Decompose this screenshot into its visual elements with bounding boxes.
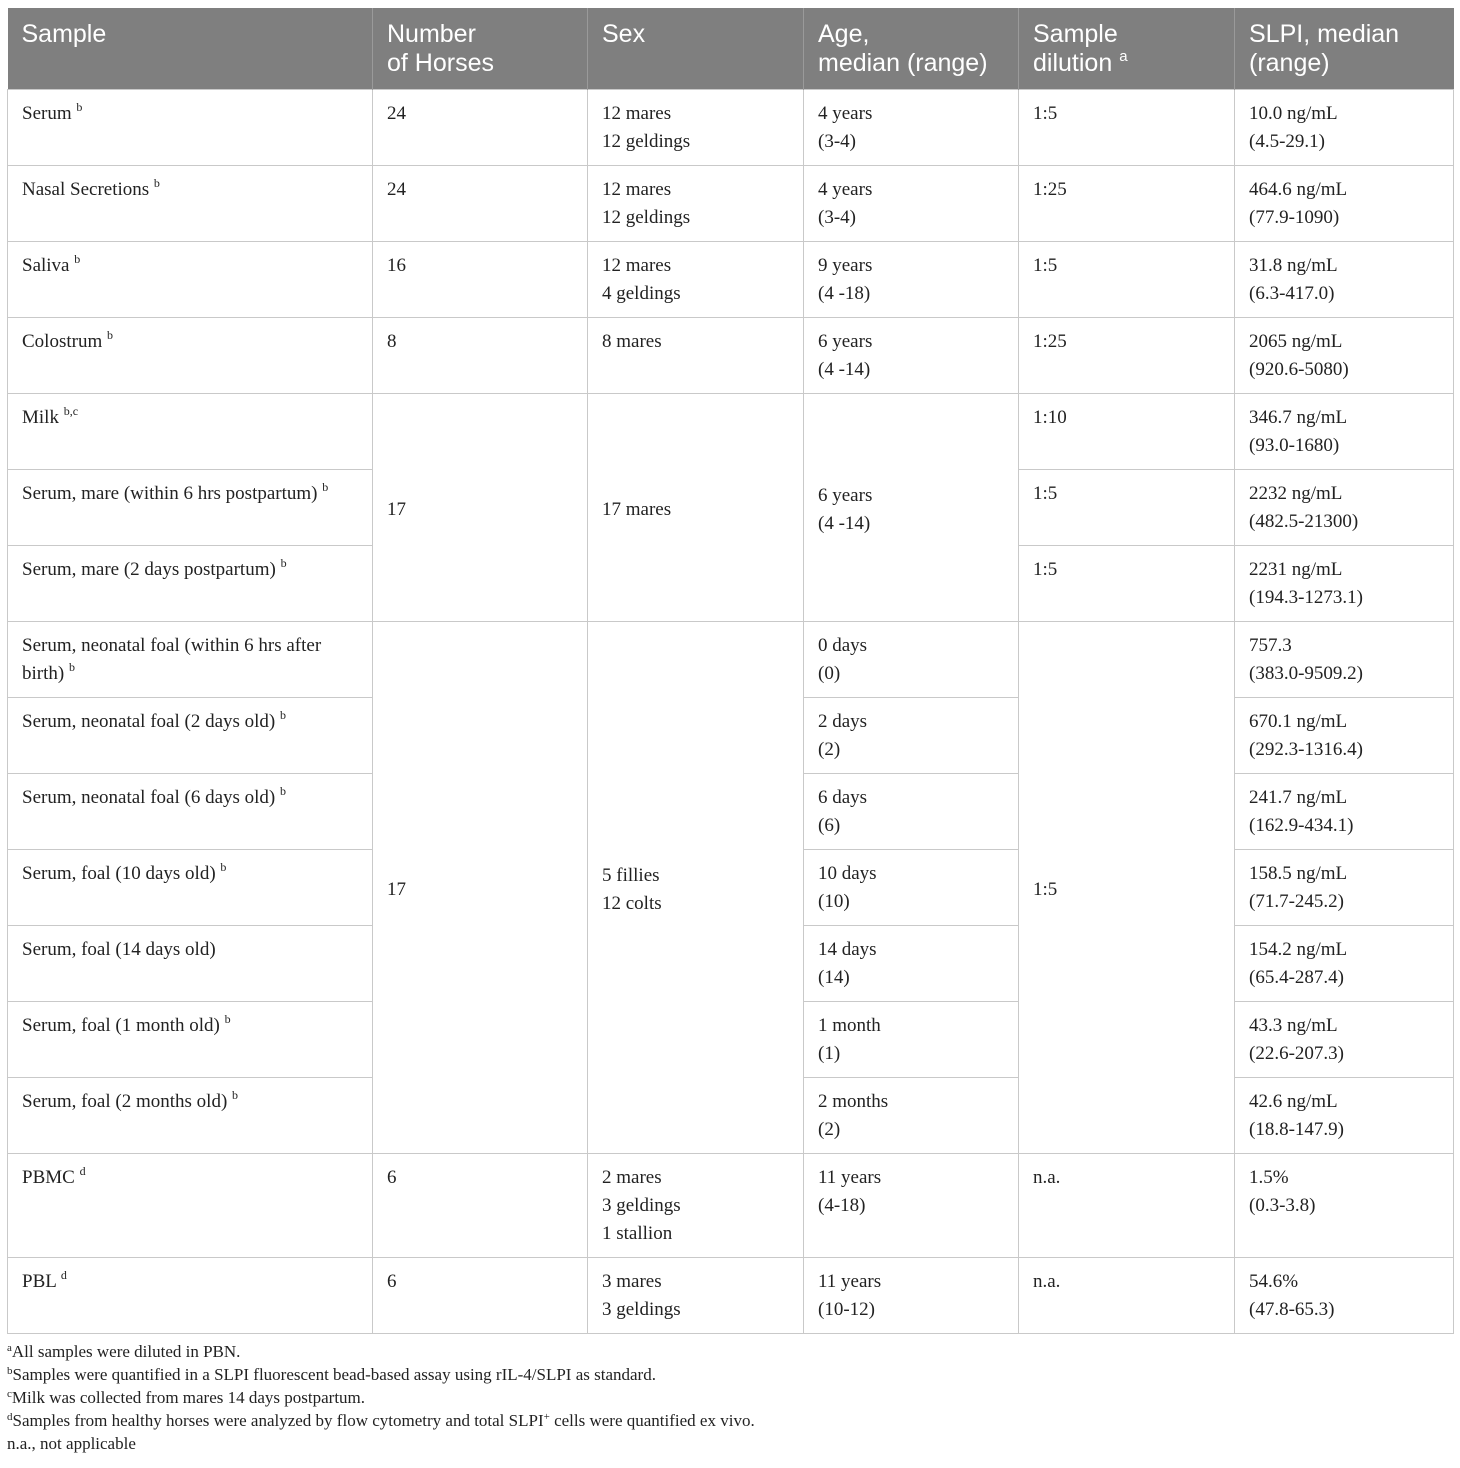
- footnote-marker: b: [220, 860, 227, 874]
- cell-sex-merged: 5 fillies 12 colts: [588, 622, 804, 1154]
- cell-age: 11 years (10-12): [804, 1258, 1019, 1334]
- header-sex: Sex: [588, 8, 804, 90]
- cell-dilution-merged: 1:5: [1019, 622, 1235, 1154]
- cell-sex: 8 mares: [588, 318, 804, 394]
- cell-age: 11 years (4-18): [804, 1154, 1019, 1258]
- footnote-marker: b: [74, 252, 81, 266]
- cell-slpi: 1.5% (0.3-3.8): [1235, 1154, 1454, 1258]
- slpi-table: [7, 8, 1454, 1334]
- cell-age: 14 days (14): [804, 926, 1019, 1002]
- cell-sample: Serum, mare (2 days postpartum) $^b$: [8, 546, 373, 622]
- footnote: n.a., not applicable: [7, 1434, 136, 1453]
- cell-sex: 12 mares 12 geldings: [588, 166, 804, 242]
- cell-dilution: 1:5: [1019, 546, 1235, 622]
- cell-horses: 8: [373, 318, 588, 394]
- footnote: $^a$All samples were diluted in PBN.: [7, 1342, 241, 1361]
- header-sample: Sample: [8, 8, 373, 90]
- cell-sample: Milk $^{b,c}$: [8, 394, 373, 470]
- cell-age: 4 years (3-4): [804, 166, 1019, 242]
- cell-slpi: 464.6 ng/mL (77.9-1090): [1235, 166, 1454, 242]
- table-row: [8, 1154, 1454, 1258]
- cell-slpi: 10.0 ng/mL (4.5-29.1): [1235, 90, 1454, 166]
- cell-age: 2 days (2): [804, 698, 1019, 774]
- cell-slpi: 31.8 ng/mL (6.3-417.0): [1235, 242, 1454, 318]
- cell-age-merged: 6 years (4 -14): [804, 394, 1019, 622]
- cell-sex: 12 mares 4 geldings: [588, 242, 804, 318]
- table-row: [8, 90, 1454, 166]
- footnote: $^b$Samples were quantified in a SLPI fluorescent bead-based assay using rIL-4/SLPI as standard.: [7, 1365, 656, 1384]
- cell-sample: Serum, foal (10 days old) $^b$: [8, 850, 373, 926]
- cell-slpi: 757.3 (383.0-9509.2): [1235, 622, 1454, 698]
- cell-horses: 6: [373, 1154, 588, 1258]
- footnote-marker: b: [280, 556, 287, 570]
- cell-slpi: 42.6 ng/mL (18.8-147.9): [1235, 1078, 1454, 1154]
- footnote-marker: d: [79, 1164, 86, 1178]
- cell-slpi: 2065 ng/mL (920.6-5080): [1235, 318, 1454, 394]
- cell-horses: 24: [373, 90, 588, 166]
- cell-sex: 2 mares 3 geldings 1 stallion: [588, 1154, 804, 1258]
- cell-horses: 24: [373, 166, 588, 242]
- cell-sample: PBMC $^d$: [8, 1154, 373, 1258]
- table-footnotes: [7, 1340, 1453, 1455]
- cell-sample: Serum, foal (1 month old) $^b$: [8, 1002, 373, 1078]
- footnote-marker: b: [76, 100, 83, 114]
- cell-dilution: 1:25: [1019, 166, 1235, 242]
- cell-slpi: 2231 ng/mL (194.3-1273.1): [1235, 546, 1454, 622]
- footnote-marker: b: [280, 708, 287, 722]
- cell-sample: Serum $^b$: [8, 90, 373, 166]
- footnote-marker: b: [322, 480, 329, 494]
- cell-dilution: n.a.: [1019, 1154, 1235, 1258]
- cell-sample: Saliva $^b$: [8, 242, 373, 318]
- header-row: [8, 8, 1454, 90]
- cell-sample: Serum, neonatal foal (2 days old) $^b$: [8, 698, 373, 774]
- footnote-marker: b: [232, 1088, 239, 1102]
- table-row: [8, 166, 1454, 242]
- footnote-marker: d: [60, 1268, 67, 1282]
- cell-horses-merged: 17: [373, 622, 588, 1154]
- table-row: [8, 242, 1454, 318]
- cell-dilution: 1:25: [1019, 318, 1235, 394]
- footnote-marker: b,c: [63, 404, 79, 418]
- header-slpi: SLPI, median (range): [1235, 8, 1454, 90]
- table-row: [8, 622, 1454, 698]
- cell-age: 0 days (0): [804, 622, 1019, 698]
- cell-age: 6 years (4 -14): [804, 318, 1019, 394]
- cell-sample: Serum, mare (within 6 hrs postpartum) $^b$: [8, 470, 373, 546]
- cell-slpi: 43.3 ng/mL (22.6-207.3): [1235, 1002, 1454, 1078]
- cell-sample: Nasal Secretions $^b$: [8, 166, 373, 242]
- cell-sample: Serum, neonatal foal (within 6 hrs after birth) $^b$: [8, 622, 373, 698]
- table-row: [8, 1258, 1454, 1334]
- cell-dilution: 1:5: [1019, 90, 1235, 166]
- cell-sample: PBL $^d$: [8, 1258, 373, 1334]
- cell-slpi: 154.2 ng/mL (65.4-287.4): [1235, 926, 1454, 1002]
- cell-horses: 6: [373, 1258, 588, 1334]
- footnote-marker: b: [68, 660, 75, 674]
- cell-horses-merged: 17: [373, 394, 588, 622]
- header-sample-dilution: Sample dilution $^a$: [1019, 8, 1235, 90]
- cell-sex-merged: 17 mares: [588, 394, 804, 622]
- cell-age: 4 years (3-4): [804, 90, 1019, 166]
- cell-dilution: 1:5: [1019, 470, 1235, 546]
- cell-slpi: 670.1 ng/mL (292.3-1316.4): [1235, 698, 1454, 774]
- cell-sample: Serum, foal (14 days old): [8, 926, 373, 1002]
- cell-slpi: 241.7 ng/mL (162.9-434.1): [1235, 774, 1454, 850]
- cell-sample: Serum, neonatal foal (6 days old) $^b$: [8, 774, 373, 850]
- footnote-marker: b: [224, 1012, 231, 1026]
- table-container: [7, 8, 1453, 1455]
- cell-sex: 12 mares 12 geldings: [588, 90, 804, 166]
- cell-sample: Colostrum $^b$: [8, 318, 373, 394]
- table-row: [8, 318, 1454, 394]
- footnote: $^c$Milk was collected from mares 14 days postpartum.: [7, 1388, 366, 1407]
- cell-age: 10 days (10): [804, 850, 1019, 926]
- footnote-marker: b: [153, 176, 160, 190]
- footnote-marker: a: [1119, 48, 1128, 65]
- header-number-of-horses: Number of Horses: [373, 8, 588, 90]
- cell-dilution: n.a.: [1019, 1258, 1235, 1334]
- cell-age: 9 years (4 -18): [804, 242, 1019, 318]
- cell-slpi: 2232 ng/mL (482.5-21300): [1235, 470, 1454, 546]
- cell-sample: Serum, foal (2 months old) $^b$: [8, 1078, 373, 1154]
- footnote-marker: b: [106, 328, 113, 342]
- table-row: [8, 394, 1454, 470]
- cell-dilution: 1:5: [1019, 242, 1235, 318]
- cell-slpi: 158.5 ng/mL (71.7-245.2): [1235, 850, 1454, 926]
- cell-slpi: 54.6% (47.8-65.3): [1235, 1258, 1454, 1334]
- footnote: $^d$Samples from healthy horses were analyzed by flow cytometry and total SLPI+ cells were quantified ex vivo.: [7, 1411, 755, 1430]
- cell-age: 6 days (6): [804, 774, 1019, 850]
- cell-dilution: 1:10: [1019, 394, 1235, 470]
- cell-slpi: 346.7 ng/mL (93.0-1680): [1235, 394, 1454, 470]
- cell-horses: 16: [373, 242, 588, 318]
- cell-age: 1 month (1): [804, 1002, 1019, 1078]
- header-age: Age, median (range): [804, 8, 1019, 90]
- footnote-marker: b: [280, 784, 287, 798]
- cell-sex: 3 mares 3 geldings: [588, 1258, 804, 1334]
- cell-age: 2 months (2): [804, 1078, 1019, 1154]
